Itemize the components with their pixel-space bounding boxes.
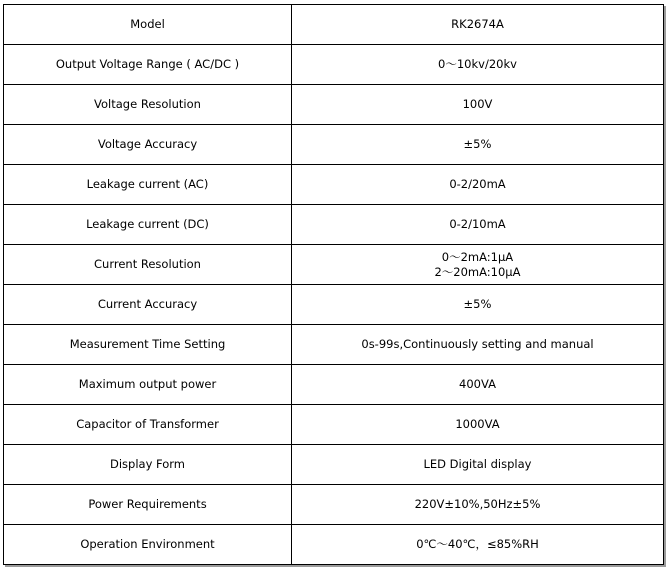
spec-table (3, 4, 664, 565)
spec-value: ±5% (292, 125, 664, 165)
spec-label: Power Requirements (4, 485, 292, 525)
table-row (4, 245, 664, 285)
table-row (4, 445, 664, 485)
spec-label: Leakage current (AC) (4, 165, 292, 205)
table-row (4, 125, 664, 165)
spec-label: Operation Environment (4, 525, 292, 565)
spec-value: 0-2/10mA (292, 205, 664, 245)
spec-label: Voltage Resolution (4, 85, 292, 125)
table-row (4, 205, 664, 245)
table-row (4, 5, 664, 45)
spec-value: 400VA (292, 365, 664, 405)
spec-label: Current Resolution (4, 245, 292, 285)
spec-label: Capacitor of Transformer (4, 405, 292, 445)
spec-label: Output Voltage Range ( AC/DC ) (4, 45, 292, 85)
table-row (4, 165, 664, 205)
table-row (4, 325, 664, 365)
spec-value: 0-2/20mA (292, 165, 664, 205)
spec-label: Leakage current (DC) (4, 205, 292, 245)
table-row (4, 285, 664, 325)
spec-value-line: 2～20mA:10μA (434, 264, 521, 279)
table-row (4, 85, 664, 125)
spec-label: Current Accuracy (4, 285, 292, 325)
spec-value: ±5% (292, 285, 664, 325)
table-row (4, 525, 664, 565)
spec-label: Measurement Time Setting (4, 325, 292, 365)
spec-value-line: 0～2mA:1μA (441, 249, 514, 264)
spec-value: 1000VA (292, 405, 664, 445)
spec-value: 0s-99s,Continuously setting and manual (292, 325, 664, 365)
spec-value: 100V (292, 85, 664, 125)
spec-value: LED Digital display (292, 445, 664, 485)
table-row (4, 405, 664, 445)
spec-value: 0℃～40℃，≤85%RH (292, 525, 664, 565)
spec-label: Model (4, 5, 292, 45)
spec-label: Maximum output power (4, 365, 292, 405)
table-row (4, 45, 664, 85)
spec-value: 220V±10%,50Hz±5% (292, 485, 664, 525)
spec-value (292, 245, 664, 285)
table-row (4, 365, 664, 405)
table-row (4, 485, 664, 525)
spec-label: Display Form (4, 445, 292, 485)
spec-label: Voltage Accuracy (4, 125, 292, 165)
spec-value: 0～10kv/20kv (292, 45, 664, 85)
spec-value: RK2674A (292, 5, 664, 45)
